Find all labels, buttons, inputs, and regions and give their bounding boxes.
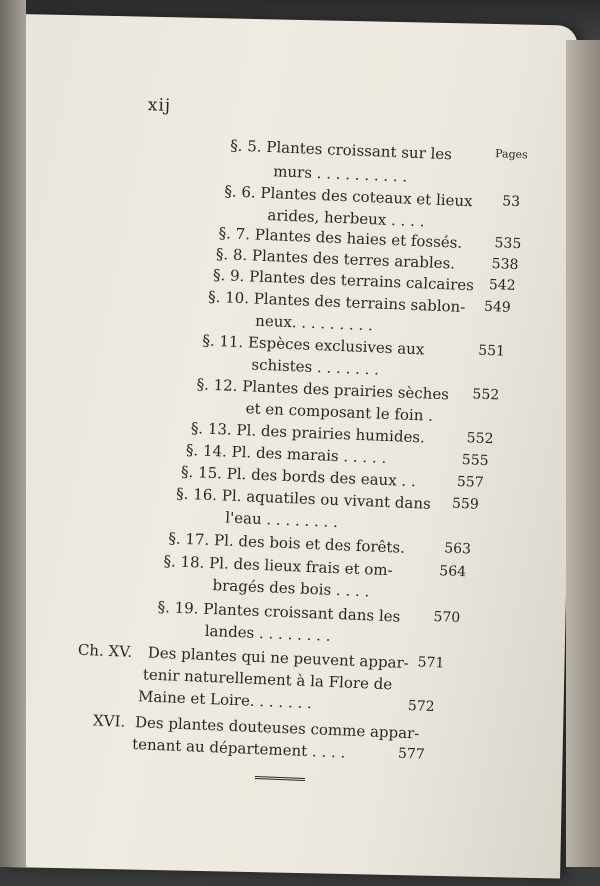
- chapter-xv-line3: Maine et Loire. . . . . . .: [137, 687, 313, 713]
- toc-entry-8-page: 538: [491, 256, 519, 274]
- toc-entry-16-page: 559: [451, 495, 480, 513]
- pages-column-header: Pages: [494, 147, 529, 162]
- toc-entry-13: §. 13. Pl. des prairies humides.: [190, 419, 426, 447]
- toc-entry-10-line2: neux. . . . . . . . .: [254, 311, 374, 335]
- toc-entry-16-line2: l'eau . . . . . . . .: [224, 508, 339, 532]
- toc-entry-8: §. 8. Plantes des terres arables.: [215, 244, 456, 273]
- toc-entry-18-page: 564: [439, 563, 467, 581]
- toc-entry-9-page: 542: [488, 276, 516, 295]
- toc-entry-18-line2: bragés des bois . . . .: [212, 576, 370, 601]
- chapter-xvi-line2: tenant au département . . . .: [131, 735, 346, 762]
- toc-entry-9: §. 9. Plantes des terrains calcaires: [212, 265, 475, 295]
- toc-entry-11-line1: §. 11. Espèces exclusives aux: [202, 331, 425, 359]
- toc-entry-16-line1: §. 16. Pl. aquatiles ou vivant dans: [175, 484, 432, 513]
- chapter-xvi-page: 577: [397, 745, 426, 763]
- toc-entry-12-line1: §. 12. Plantes des prairies sèches: [196, 375, 450, 404]
- toc-entry-18-line1: §. 18. Pl. des lieux frais et om-: [163, 552, 394, 580]
- chapter-xv-page-b: 572: [407, 698, 435, 716]
- chapter-xvi-label: XVI.: [92, 711, 126, 731]
- toc-entry-19-line1: §. 19. Plantes croissant dans les: [157, 597, 401, 626]
- chapter-xv-page-a: 571: [417, 654, 445, 672]
- toc-entry-10-line1: §. 10. Plantes des terrains sablon-: [207, 287, 466, 317]
- toc-entry-17: §. 17. Pl. des bois et des forêts.: [168, 529, 406, 557]
- toc-entry-17-page: 563: [443, 540, 472, 558]
- toc-entry-7: §. 7. Plantes des haies et fossés.: [218, 224, 463, 252]
- toc-entry-7-page: 535: [494, 235, 522, 253]
- toc-entry-19-page: 570: [433, 609, 461, 627]
- toc-entry-15: §. 15. Pl. des bords des eaux . .: [180, 462, 417, 491]
- toc-entry-15-page: 557: [456, 473, 484, 491]
- chapter-xv-label: Ch. XV.: [77, 640, 133, 661]
- toc-entry-5-line2: murs . . . . . . . . . .: [272, 162, 408, 186]
- toc-entry-14-page: 555: [461, 452, 489, 470]
- toc-entry-6-page: 53: [501, 193, 521, 211]
- toc-entry-13-page: 552: [466, 430, 494, 448]
- closing-rule-ornament: [255, 776, 305, 781]
- page-number: xij: [147, 95, 172, 117]
- toc-entry-10-page: 549: [483, 298, 512, 316]
- toc-entry-11-page: 551: [477, 342, 506, 360]
- chapter-xv-line2: tenir naturellement à la Flore de: [142, 665, 393, 694]
- toc-entry-14: §. 14. Pl. des marais . . . . .: [185, 440, 387, 467]
- toc-entry-12-page: 552: [472, 386, 500, 404]
- toc-entry-19-line2: landes . . . . . . . .: [204, 621, 331, 645]
- toc-entry-6-line1: §. 6. Plantes des coteaux et lieux: [224, 182, 473, 211]
- chapter-xvi-line1: Des plantes douteuses comme appar-: [134, 713, 420, 743]
- toc-entry-11-line2: schistes . . . . . . .: [251, 355, 380, 379]
- toc-entry-5-line1: §. 5. Plantes croissant sur les: [229, 136, 453, 164]
- chapter-xv-line1: Des plantes qui ne peuvent appar-: [147, 643, 410, 673]
- toc-entry-12-line2: et en composant le foin .: [245, 399, 434, 425]
- toc-entry-6-line2: arides, herbeux . . . .: [267, 206, 425, 231]
